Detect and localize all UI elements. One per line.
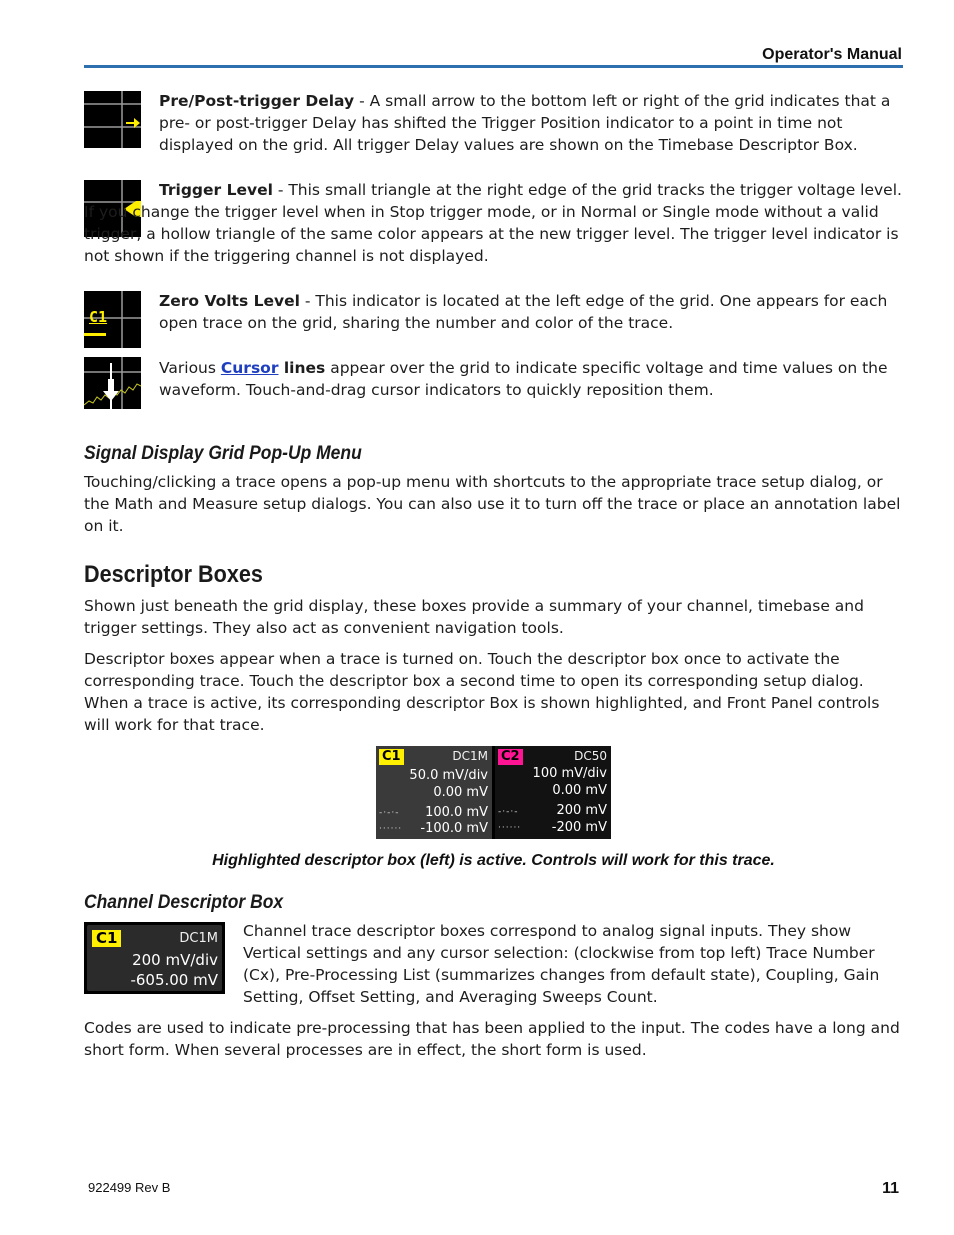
channel-tag-c1: C1	[379, 749, 404, 765]
popup-menu-text: Touching/clicking a trace opens a pop-up menu with shortcuts to the appropriate trace setup dialog, or the Math and Measure setup dialogs. You can also use it to turn off the trace or place an annotation label on it.	[84, 473, 901, 535]
coupling-c2: DC50	[574, 749, 607, 763]
coupling-c1: DC1M	[452, 749, 488, 763]
header-title: Operator's Manual	[762, 46, 902, 63]
channel-tag-c2: C2	[498, 749, 523, 765]
descriptor-boxes-heading: Descriptor Boxes	[84, 561, 263, 588]
cursor-link[interactable]: Cursor	[220, 359, 279, 377]
document-number: 922499 Rev B	[88, 1180, 171, 1195]
cursor-icon	[84, 357, 141, 409]
delay-arrow-icon	[84, 91, 141, 148]
cursor-b-c2: -200 mV	[551, 820, 607, 835]
page-number: 11	[882, 1180, 899, 1197]
trigger-text: - This small triangle at the right edge of the grid tracks the trigger voltage level. If you change the trigger level when in Stop trigger mode, or in Normal or Single mode without a valid trigger, a hollow triangle of the same color appears at the new trigger level. The trigger level indicator is not shown if the triggering channel is not displayed.	[84, 181, 902, 265]
zero-volts-text: - This indicator is located at the left edge of the grid. One appears for each open trace on the grid, sharing the number and color of the trace.	[159, 292, 888, 332]
gain-c1: 50.0 mV/div	[409, 768, 488, 783]
codes-text: Codes are used to indicate pre-processing that has been applied to the input. The codes have a long and short form. When several processes are in effect, the short form is used.	[84, 1019, 900, 1059]
cursor-a-marker-c2: -·-·-	[498, 807, 519, 817]
delay-text: - A small arrow to the bottom left or right of the grid indicates that a pre- or post-trigger Delay has shifted the Trigger Position indicator to a point in time not displayed on the grid. All trigger Delay values are shown on the Timebase Descriptor Box.	[159, 92, 891, 154]
zero-volts-term: Zero Volts Level	[159, 292, 300, 310]
cursor-a-marker-c1: -·-·-	[379, 808, 400, 818]
figure-caption: Highlighted descriptor box (left) is active. Controls will work for this trace.	[212, 852, 775, 869]
zero-volts-icon-label: C1	[89, 308, 108, 326]
cursor-b-marker-c2: ······	[498, 823, 522, 833]
trigger-term: Trigger Level	[159, 181, 273, 199]
channel-descriptor-box[interactable]	[84, 922, 225, 994]
cursor-description	[159, 357, 903, 401]
gain-c2: 100 mV/div	[532, 766, 607, 781]
cursor-a-c2: 200 mV	[556, 803, 607, 818]
cursor-b-c1: -100.0 mV	[420, 821, 488, 836]
offset-c1: 0.00 mV	[433, 785, 488, 800]
descriptor-box-c1[interactable]	[376, 746, 492, 839]
cursor-b-marker-c1: ······	[379, 824, 403, 834]
channel-descriptor-heading: Channel Descriptor Box	[84, 892, 284, 913]
popup-menu-heading: Signal Display Grid Pop-Up Menu	[84, 443, 362, 464]
delay-description	[159, 90, 903, 156]
descriptor-para-2: Descriptor boxes appear when a trace is turned on. Touch the descriptor box once to activate the corresponding trace. Touch the descriptor box a second time to open its corresponding setup dialog. When a trace is active, its corresponding descriptor Box is shown highlighted, and Front Panel controls will work for that trace.	[84, 650, 880, 734]
trigger-description	[84, 179, 903, 267]
cursor-prefix: Various	[159, 359, 221, 377]
offset-c2: 0.00 mV	[552, 783, 607, 798]
header-rule	[84, 65, 903, 68]
zero-volts-description	[159, 290, 903, 334]
channel-coupling: DC1M	[179, 931, 218, 946]
channel-gain: 200 mV/div	[132, 951, 218, 969]
descriptor-box-c2[interactable]	[495, 746, 611, 839]
cursor-a-c1: 100.0 mV	[425, 805, 488, 820]
channel-descriptor-text: Channel trace descriptor boxes correspond to analog signal inputs. They show Vertical settings and any cursor selection: (clockwise from top left) Trace Number (Cx), Pre-Processing List (summarizes changes from default state), Coupling, Gain Setting, Offset Setting, and Averaging Sweeps Count.	[243, 922, 880, 1006]
zero-volts-icon	[84, 291, 141, 348]
cursor-lines-bold: lines	[278, 359, 326, 377]
channel-offset: -605.00 mV	[130, 971, 218, 989]
cursor-text: appear over the grid to indicate specific voltage and time values on the waveform. Touch-and-drag cursor indicators to quickly reposition them.	[159, 359, 888, 399]
delay-term: Pre/Post-trigger Delay	[159, 92, 355, 110]
descriptor-para-1: Shown just beneath the grid display, these boxes provide a summary of your channel, timebase and trigger settings. They also act as convenient navigation tools.	[84, 597, 864, 637]
descriptor-boxes-figure	[376, 746, 611, 839]
channel-tag: C1	[92, 930, 121, 947]
